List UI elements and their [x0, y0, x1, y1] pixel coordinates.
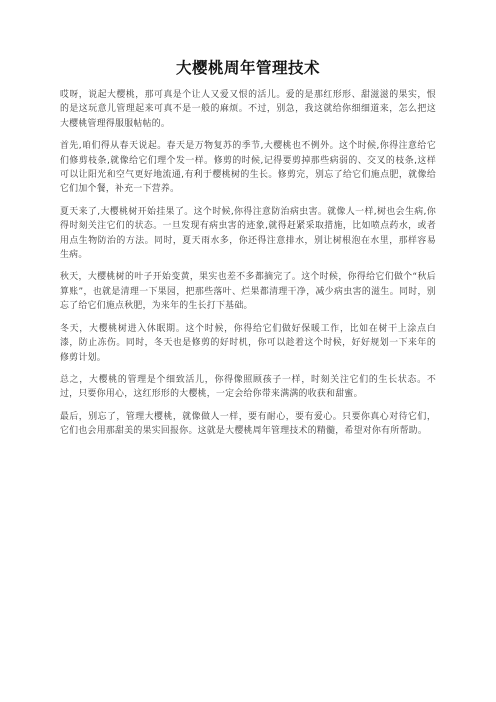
paragraph-spring: 首先,咱们得从春天说起。春天是万物复苏的季节,大樱桃也不例外。这个时候,你得注意给它们修剪枝条,就像给它们理个发一样。修剪的时候,记得要剪掉那些病弱的、交叉的枝条,这样可以让阳光和空气更好地流通,有利于樱桃树的生长。修剪完，别忘了给它们施点肥，就像给它们加个餐，补充一下营养。	[60, 141, 436, 195]
paragraph-summer: 夏天来了,大樱桃树开始挂果了。这个时候,你得注意防治病虫害。就像人一样,树也会生病,你得时刻关注它们的状态。一旦发现有病虫害的迹象,就得赶紧采取措施，比如喷点药水，或者用点生物防治的方法。同时，夏天雨水多，你还得注意排水，别让树根泡在水里，那样容易生病。	[60, 206, 436, 261]
document-title: 大樱桃周年管理技术	[175, 59, 320, 77]
document-page	[60, 58, 436, 447]
paragraph-autumn: 秋天，大樱桃树的叶子开始变黄，果实也差不多都摘完了。这个时候，你得给它们做个“秋后算账”，也就是清理一下果园，把那些落叶、烂果都清理干净，减少病虫害的滋生。同时，别忘了给它们施点秋肥，为来年的生长打下基础。	[60, 272, 436, 312]
paragraph-intro: 哎呀，说起大樱桃，那可真是个让人又爱又恨的活儿。爱的是那红形形、甜滋滋的果实，恨的是这玩意儿管理起来可真不是一般的麻烦。不过，别急，我这就给你细细道来，怎么把这大樱桃管理得服服帖帖的。	[60, 90, 436, 129]
paragraph-closing: 最后，别忘了，管理大樱桃，就像做人一样，要有耐心，要有爱心。只要你真心对待它们，它们也会用那甜美的果实回报你。这就是大樱桃周年管理技术的精髓，希望对你有所帮助。	[60, 411, 436, 437]
paragraph-summary: 总之，大樱桃的管理是个细致活儿，你得像照顾孩子一样，时刻关注它们的生长状态。不过，只要你用心，这红形形的大樱桃，一定会给你带来满满的收获和甜蜜。	[60, 374, 436, 400]
paragraph-winter: 冬天，大樱桃树进入休眠期。这个时候，你得给它们做好保暖工作，比如在树干上涂点白漆，防止冻伤。同时，冬天也是修剪的好时机，你可以趁着这个时候，好好规划一下来年的修剪计划。	[60, 323, 436, 363]
